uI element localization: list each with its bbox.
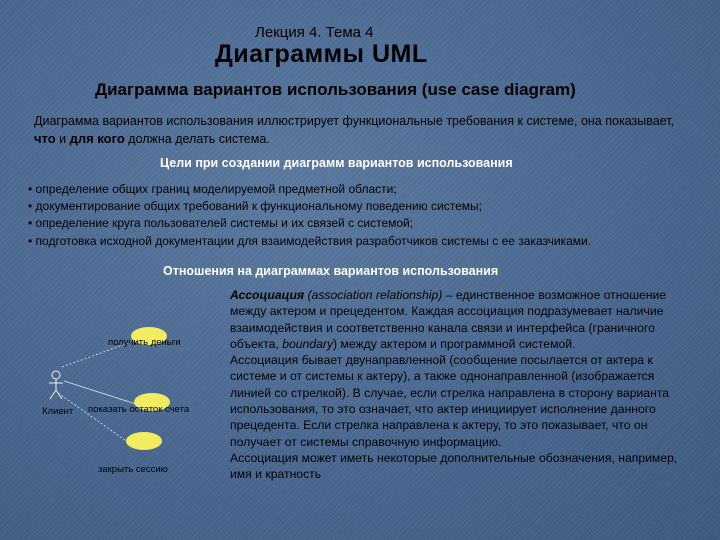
goal-item: • подготовка исходной документации для взаимодействия разработчиков системы с ее заказчиками.: [28, 233, 591, 250]
association-paragraph-1: [230, 287, 695, 352]
association-lines: [58, 341, 139, 445]
intro-paragraph: [34, 113, 684, 148]
intro-and: и: [55, 132, 70, 146]
association-line: [58, 393, 132, 445]
association-line: [64, 381, 139, 405]
goal-item: • документирование общих требований к функциональному поведению системы;: [28, 198, 591, 215]
use-case-label: получить деньги: [108, 337, 181, 348]
intro-what: что: [34, 131, 56, 146]
intro-text-1: Диаграмма вариантов использования иллюстрирует функциональные требования к системе, она показывает,: [34, 114, 675, 128]
association-text-a: – единственное возможное отношение между актером и прецедентом. Каждая ассоциация подразумевает наличие взаимодействия и соответственно канала связи и интерфейса (граничного объекта,: [230, 288, 667, 351]
association-paragraph-2: Ассоциация бывает двунаправленной (сообщение посылается от актера к системе и от системы к актеру), а также однонаправленной (изображается линией со стрелкой). В случае, если стрелка направлена в сторону варианта использования, то это означает, что актер инициирует исполнение данного прецедента. Если стрелка направлена к актеру, то это показывает, что он получает от системы справочную информацию.: [230, 353, 670, 449]
intro-text-2: должна делать система.: [124, 132, 270, 146]
slide-subtitle: Диаграмма вариантов использования (use case diagram): [95, 80, 576, 99]
goal-item: • определение общих границ моделируемой предметной области;: [28, 181, 591, 198]
goal-item: • определение круга пользователей системы и их связей с системой;: [28, 215, 591, 232]
actor-label: Клиент: [42, 406, 74, 417]
use-case-diagram: [34, 289, 224, 479]
intro-for-whom: для кого: [69, 131, 125, 146]
relations-heading: Отношения на диаграммах вариантов использования: [163, 264, 499, 278]
use-case-ellipse: [126, 432, 162, 450]
boundary-term: boundary: [282, 336, 334, 351]
association-term: Ассоциация: [230, 288, 305, 302]
goals-heading: Цели при создании диаграмм вариантов использования: [160, 156, 513, 170]
goals-list: [28, 181, 591, 250]
actor-icon: [49, 371, 63, 399]
association-paragraph-3: Ассоциация может иметь некоторые дополнительные обозначения, например, имя и кратность: [230, 450, 678, 482]
slide-title: Диаграммы UML: [215, 40, 428, 68]
use-case-label: показать остаток счета: [88, 404, 190, 415]
use-case-label: закрыть сессию: [98, 464, 168, 475]
lecture-label: Лекция 4. Тема 4: [255, 24, 374, 41]
association-description: [230, 287, 695, 483]
association-text-b: ) между актером и программной системой.: [333, 336, 576, 351]
association-term-en: (association relationship): [307, 288, 443, 302]
